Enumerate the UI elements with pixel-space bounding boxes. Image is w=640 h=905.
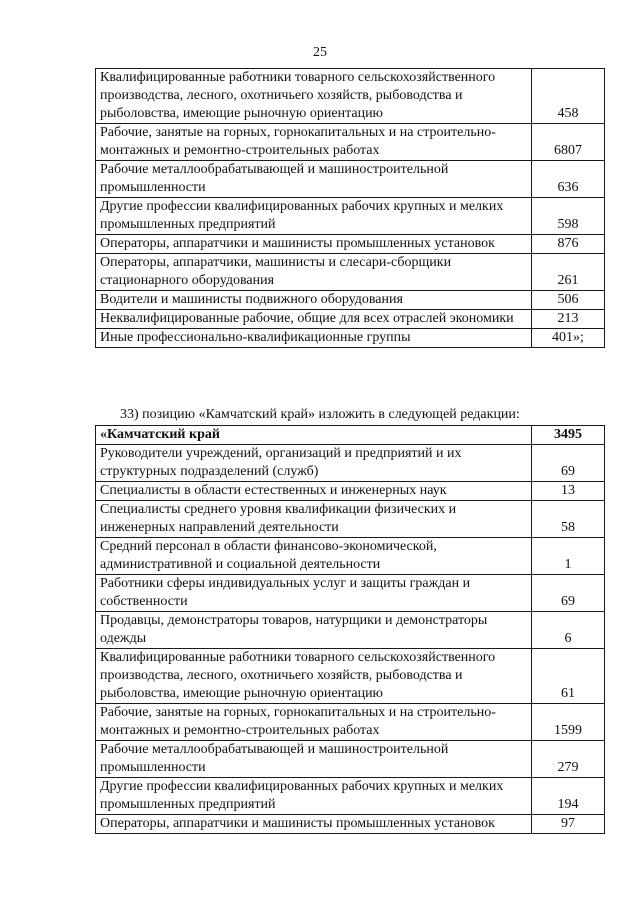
row-label: Другие профессии квалифицированных рабочих крупных и мелких промышленных предприятий: [96, 198, 532, 235]
row-value: 13: [532, 482, 605, 501]
row-label: Операторы, аппаратчики и машинисты промышленных установок: [96, 235, 532, 254]
table-row: [96, 538, 605, 575]
row-label: Квалифицированные работники товарного сельскохозяйственного производства, лесного, охотничьего хозяйств, рыбоводства и рыболовства, имеющие рыночную ориентацию: [96, 69, 532, 124]
occupation-table-continued: [95, 68, 605, 348]
row-value: 279: [532, 741, 605, 778]
row-value: 69: [532, 445, 605, 482]
row-label: Специалисты в области естественных и инженерных наук: [96, 482, 532, 501]
table-body: [96, 426, 605, 834]
row-value: 213: [532, 310, 605, 329]
row-label: Рабочие, занятые на горных, горнокапитальных и на строительно-монтажных и ремонтно-строительных работах: [96, 124, 532, 161]
row-value: 6: [532, 612, 605, 649]
table-row: [96, 254, 605, 291]
table-row: [96, 501, 605, 538]
row-label: Операторы, аппаратчики, машинисты и слесари-сборщики стационарного оборудования: [96, 254, 532, 291]
region-name: «Камчатский край: [96, 426, 532, 445]
row-value: 636: [532, 161, 605, 198]
row-label: Операторы, аппаратчики и машинисты промышленных установок: [96, 815, 532, 834]
table-row: [96, 612, 605, 649]
row-value: 69: [532, 575, 605, 612]
row-label: Рабочие, занятые на горных, горнокапитальных и на строительно-монтажных и ремонтно-строительных работах: [96, 704, 532, 741]
row-value: 97: [532, 815, 605, 834]
row-value: 6807: [532, 124, 605, 161]
row-value: 261: [532, 254, 605, 291]
table-row: [96, 649, 605, 704]
row-label: Другие профессии квалифицированных рабочих крупных и мелких промышленных предприятий: [96, 778, 532, 815]
row-label: Квалифицированные работники товарного сельскохозяйственного производства, лесного, охотничьего хозяйств, рыбоводства и рыболовства, имеющие рыночную ориентацию: [96, 649, 532, 704]
table-row: [96, 235, 605, 254]
row-value: 401»;: [532, 329, 605, 348]
row-value: 876: [532, 235, 605, 254]
row-value: 506: [532, 291, 605, 310]
amendment-instruction: 33) позицию «Камчатский край» изложить в следующей редакции:: [120, 407, 520, 422]
table-row: [96, 291, 605, 310]
table-row: [96, 124, 605, 161]
row-label: Рабочие металлообрабатывающей и машиностроительной промышленности: [96, 161, 532, 198]
page-number: 25: [313, 45, 327, 60]
row-value: 598: [532, 198, 605, 235]
row-label: Продавцы, демонстраторы товаров, натурщики и демонстраторы одежды: [96, 612, 532, 649]
table-row: [96, 741, 605, 778]
row-label: Специалисты среднего уровня квалификации физических и инженерных направлений деятельности: [96, 501, 532, 538]
row-value: 1: [532, 538, 605, 575]
table-row: [96, 161, 605, 198]
row-label: Неквалифицированные рабочие, общие для всех отраслей экономики: [96, 310, 532, 329]
table-row: [96, 482, 605, 501]
row-label: Рабочие металлообрабатывающей и машиностроительной промышленности: [96, 741, 532, 778]
row-label: Средний персонал в области финансово-экономической, административной и социальной деятельности: [96, 538, 532, 575]
table-row: [96, 310, 605, 329]
table-row: [96, 198, 605, 235]
table-row: [96, 704, 605, 741]
table-row: [96, 815, 605, 834]
row-value: 58: [532, 501, 605, 538]
table-row: [96, 575, 605, 612]
kamchatka-occupation-table: [95, 425, 605, 834]
table-header-row: [96, 426, 605, 445]
table-body: [96, 69, 605, 348]
row-value: 458: [532, 69, 605, 124]
table-row: [96, 778, 605, 815]
row-label: Работники сферы индивидуальных услуг и защиты граждан и собственности: [96, 575, 532, 612]
table-row: [96, 329, 605, 348]
table-row: [96, 445, 605, 482]
row-value: 194: [532, 778, 605, 815]
table-row: [96, 69, 605, 124]
row-value: 61: [532, 649, 605, 704]
row-label: Водители и машинисты подвижного оборудования: [96, 291, 532, 310]
row-label: Руководители учреждений, организаций и предприятий и их структурных подразделений (служб): [96, 445, 532, 482]
region-total: 3495: [532, 426, 605, 445]
row-label: Иные профессионально-квалификационные группы: [96, 329, 532, 348]
row-value: 1599: [532, 704, 605, 741]
